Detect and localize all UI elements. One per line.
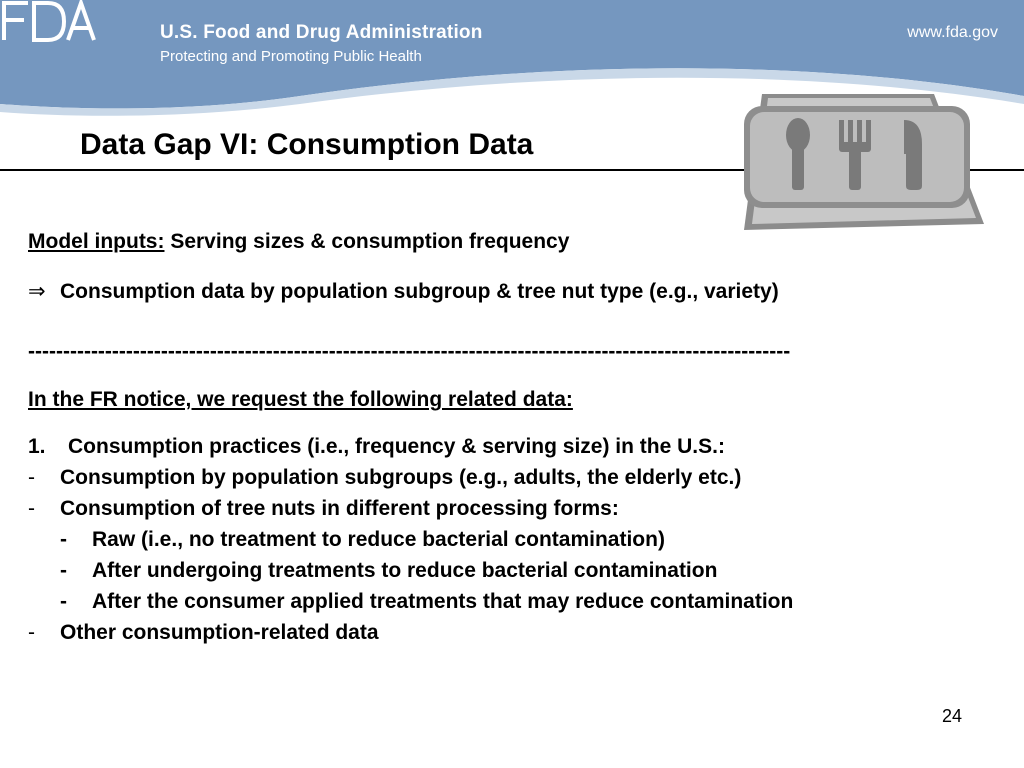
agency-tagline: Protecting and Promoting Public Health: [160, 48, 422, 65]
bullet-text: Consumption of tree nuts in different processing forms:: [60, 497, 619, 520]
list-item: [28, 621, 379, 645]
subbullet-text: Raw (i.e., no treatment to reduce bacterial contamination): [92, 528, 665, 551]
model-inputs-text: Serving sizes & consumption frequency: [164, 230, 570, 253]
subbullet-dash: -: [60, 590, 67, 613]
fda-logo: [0, 0, 98, 42]
list-item: [28, 497, 619, 521]
item-number: 1.: [28, 435, 46, 458]
arrow-line: [28, 279, 779, 304]
bullet-dash: -: [28, 497, 35, 520]
dashed-separator: -------------------------------------------------------------------------------------------------------------: [28, 340, 791, 363]
website-url[interactable]: www.fda.gov: [907, 24, 998, 41]
bullet-dash: -: [28, 466, 35, 489]
list-item: [60, 559, 717, 583]
subbullet-dash: -: [60, 528, 67, 551]
list-item: [60, 528, 665, 552]
bullet-text: Consumption by population subgroups (e.g., adults, the elderly etc.): [60, 466, 742, 489]
slide-title: Data Gap VI: Consumption Data: [80, 128, 534, 161]
list-item: [28, 466, 741, 490]
request-heading: In the FR notice, we request the following related data:: [28, 388, 573, 411]
arrow-text: Consumption data by population subgroup & tree nut type (e.g., variety): [60, 280, 779, 303]
bullet-dash: -: [28, 621, 35, 644]
item-text: Consumption practices (i.e., frequency & serving size) in the U.S.:: [68, 435, 725, 458]
implies-arrow-icon: ⇒: [28, 280, 46, 303]
page-number: 24: [941, 706, 962, 726]
subbullet-text: After the consumer applied treatments that may reduce contamination: [92, 590, 794, 613]
list-item: [60, 590, 793, 614]
agency-name: U.S. Food and Drug Administration: [160, 22, 483, 43]
subbullet-text: After undergoing treatments to reduce bacterial contamination: [92, 559, 718, 582]
utensils-icon: [738, 92, 988, 232]
model-inputs-label: Model inputs:: [28, 230, 165, 253]
agency-block: [160, 22, 483, 65]
subbullet-dash: -: [60, 559, 67, 582]
list-item: [28, 435, 725, 459]
bullet-text: Other consumption-related data: [60, 621, 379, 644]
model-inputs-line: [28, 230, 569, 254]
